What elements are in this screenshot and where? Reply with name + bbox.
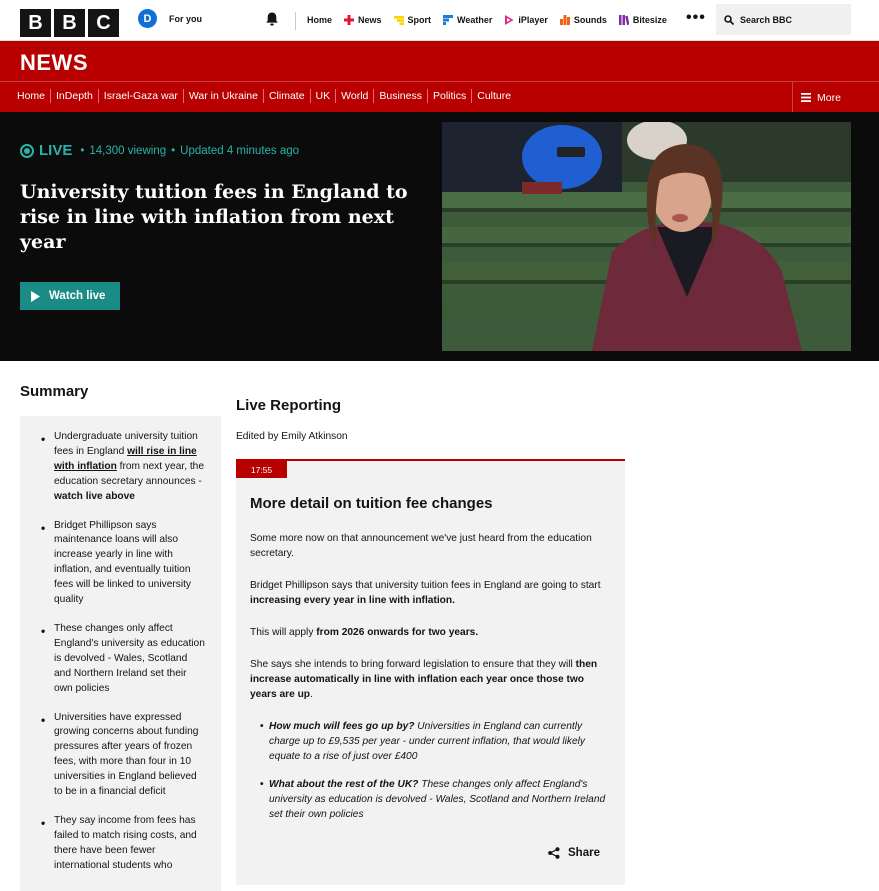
avatar: D [138, 9, 157, 28]
divider [295, 12, 296, 30]
page-title: University tuition fees in England to rise in line with inflation from next year [20, 181, 408, 253]
summary-heading: Summary [20, 383, 89, 400]
live-icon [20, 144, 34, 158]
post-text: She says she intends to bring forward legislation to ensure that they will [250, 659, 576, 670]
watch-live-button[interactable] [20, 282, 120, 310]
post-emphasis: from 2026 onwards for two years. [316, 627, 479, 638]
nav-sport-label: Sport [407, 15, 432, 25]
post-text: Bridget Phillipson says that university tuition fees in England are going to start [250, 580, 601, 591]
nav-news-label: News [358, 15, 382, 25]
updated-time: Updated 4 minutes ago [180, 144, 300, 157]
share-label: Share [568, 847, 600, 859]
bbc-logo[interactable] [20, 9, 119, 37]
summary-text: from next year, the education secretary announces - [54, 460, 205, 487]
search-input[interactable] [740, 15, 840, 25]
post-emphasis: increasing every year in line with inflation. [250, 595, 455, 606]
share-icon [548, 847, 560, 859]
section-climate[interactable]: Climate [264, 89, 311, 103]
section-home[interactable]: Home [17, 89, 51, 103]
summary-item: • They say income from fees has failed to match rising costs, and there have been fewer international students who [42, 814, 207, 874]
live-post [236, 459, 625, 885]
bullet-question: How much will fees go up by? [269, 721, 415, 732]
bullet: • [171, 144, 176, 157]
logo-letter: B [20, 9, 51, 37]
post-text: This will apply [250, 627, 317, 638]
live-label: LIVE [39, 142, 73, 159]
post-text: . [310, 689, 313, 700]
post-timestamp: 17:55 [236, 461, 287, 478]
nav-sounds-label: Sounds [573, 15, 607, 25]
search-box[interactable] [716, 4, 851, 35]
bell-icon[interactable] [264, 11, 280, 27]
section-ukraine[interactable]: War in Ukraine [184, 89, 264, 103]
section-indepth[interactable]: InDepth [51, 89, 99, 103]
summary-item: • Bridget Phillipson says maintenance loans will also increase yearly in line with inflation, and eventually tuition fees will be linked to university quality [42, 519, 207, 608]
hamburger-icon [801, 93, 811, 102]
summary-text: Undergraduate university tuition fees in England [54, 431, 198, 457]
nav-weather[interactable] [443, 15, 492, 25]
bitesize-icon [619, 15, 629, 25]
news-masthead [0, 41, 879, 81]
account-link[interactable] [138, 9, 202, 28]
post-paragraph: Some more now on that announcement we've just heard from the education secretary. [250, 533, 592, 559]
section-uk[interactable]: UK [311, 89, 337, 103]
nav-bitesize-label: Bitesize [632, 15, 667, 25]
nav-iplayer[interactable] [504, 15, 548, 25]
iplayer-icon [504, 15, 514, 25]
section-politics[interactable]: Politics [428, 89, 472, 103]
summary-link[interactable]: will rise in line with inflation [54, 445, 197, 472]
post-bullet [260, 777, 610, 822]
nav-news[interactable] [344, 15, 382, 25]
live-reporting-heading: Live Reporting [236, 397, 342, 414]
logo-letter: C [88, 9, 119, 37]
sport-icon [394, 15, 404, 25]
nav-home-label: Home [307, 15, 333, 25]
nav-bitesize[interactable] [619, 15, 667, 25]
summary-item [42, 430, 207, 505]
more-sections-button[interactable] [792, 82, 879, 113]
news-icon [344, 15, 354, 25]
global-nav [307, 0, 679, 40]
news-logo[interactable]: NEWS [20, 50, 88, 75]
nav-home[interactable] [307, 15, 332, 25]
post-paragraph [250, 625, 610, 640]
post-paragraph [250, 578, 610, 608]
bullet-question: What about the rest of the UK? [269, 779, 419, 790]
search-icon [724, 15, 734, 25]
post-paragraph [250, 657, 610, 702]
more-label: More [817, 91, 841, 104]
live-status [20, 142, 299, 159]
share-button[interactable] [548, 847, 600, 859]
more-menu-icon[interactable]: ••• [686, 9, 706, 26]
post-title: More detail on tuition fee changes [250, 495, 493, 512]
section-business[interactable]: Business [374, 89, 428, 103]
post-emphasis: then increase automatically in line with inflation each year once those two years are up [250, 659, 598, 700]
section-nav [0, 81, 879, 112]
nav-iplayer-label: iPlayer [518, 15, 548, 25]
editor-byline: Edited by Emily Atkinson [236, 431, 348, 442]
bbc-global-header [0, 0, 879, 41]
nav-sounds[interactable] [560, 15, 607, 25]
summary-panel [20, 416, 221, 891]
hero-video-still[interactable] [442, 122, 851, 351]
summary-emphasis: watch live above [54, 490, 135, 502]
bullet-answer: These changes only affect England's university as education is devolved - Wales, Scotland and Northern Ireland set their own policies [269, 779, 606, 820]
bullet-answer: Universities in England can currently charge up to £9,535 per year - under current inflation, that would likely equate to a rise of just over £400 [269, 721, 585, 762]
viewing-count: 14,300 viewing [89, 144, 167, 157]
summary-item: • These changes only affect England's university as education is devolved - Wales, Scotland and Northern Ireland set their own policies [42, 622, 207, 697]
for-you-label: For you [169, 13, 202, 24]
section-world[interactable]: World [336, 89, 374, 103]
weather-icon [443, 15, 453, 25]
post-bullet [260, 719, 610, 764]
summary-item: • Universities have expressed growing concerns about funding pressures after years of frozen fees, with more than four in 10 universities in England believed to be in a financial deficit [42, 711, 207, 800]
logo-letter: B [54, 9, 85, 37]
nav-weather-label: Weather [457, 15, 493, 25]
section-israel-gaza[interactable]: Israel-Gaza war [99, 89, 184, 103]
sounds-icon [560, 15, 570, 25]
post-body [250, 531, 610, 835]
section-culture[interactable]: Culture [477, 90, 512, 102]
play-icon [31, 291, 40, 302]
live-hero [0, 112, 879, 361]
bullet: • [80, 144, 85, 157]
watch-live-label: Watch live [49, 290, 106, 302]
nav-sport[interactable] [394, 15, 432, 25]
